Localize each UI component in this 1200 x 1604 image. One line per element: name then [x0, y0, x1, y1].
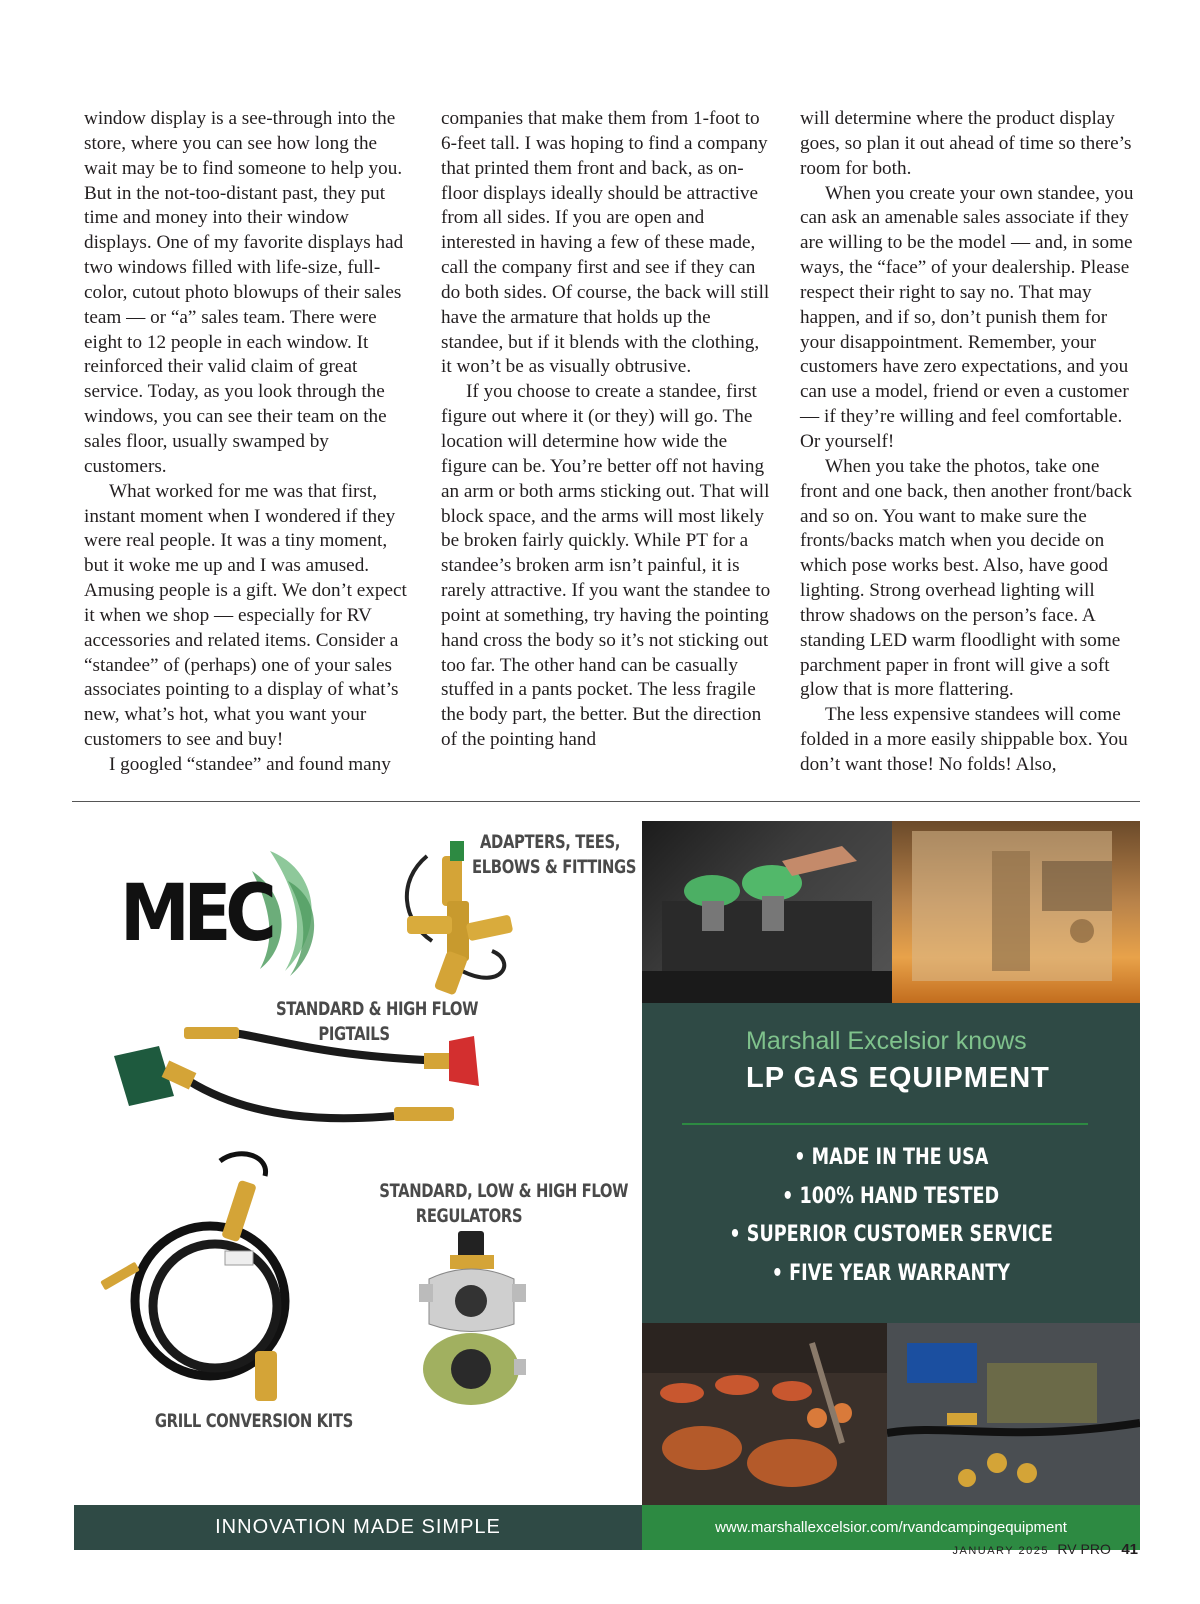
article-paragraph: window display is a see-through into the store, where you can see how long the wait may be to find someone to help you. But in the not-too-distant past, they put time and money into their window displays. One of my favorite displays had two windows filled with life-size, full-color, cutout photo blowups of their sales team — or “a” sales team. There were eight to 12 people in each window. It reinforced their valid claim of great service. Today, as you look through the windows, you can see their team on the sales floor, usually swamped by customers. [84, 108, 404, 477]
ad-product-panel [74, 821, 642, 1505]
label-line: PIGTAILS [318, 1023, 390, 1045]
article-paragraph: companies that make them from 1-foot to 6-feet tall. I was hoping to find a company that printed them front and back, as on-floor displays ideally should be attractive from all sides. If you are open and interested in having a few of these made, call the company first and see if they can do both sides. Of course, the back will still have the armature that holds up the standee, but if it blends with the clothing, it won’t be as visually obtrusive. [441, 108, 770, 378]
ad-info-panel [642, 821, 1140, 1505]
label-line: STANDARD, LOW & HIGH FLOW [379, 1180, 629, 1202]
label-line: ELBOWS & FITTINGS [472, 856, 637, 878]
pigtail-hose-image [104, 1011, 484, 1131]
section-divider [72, 801, 1140, 802]
ad-divider-line [682, 1123, 1088, 1125]
mec-logo [120, 841, 330, 981]
adapters-label [450, 830, 650, 880]
feature-item [642, 1178, 1140, 1217]
regulators-label [354, 1179, 629, 1229]
article-paragraph: I googled “standee” and found many [109, 753, 391, 775]
article-paragraph: What worked for me was that first, instant moment when I wondered if they were real people. It was a tiny moment, but it woke me up and I was amused. Amusing people is a gift. We don’t expect it when we shop — especially for RV accessories and related items. Consider a “standee” of (perhaps) one of your sales associates pointing to a display of what’s new, what’s hot, what you want your customers to see and buy! [84, 480, 407, 751]
article-paragraph: When you take the photos, take one front and one back, then another front/back and so on. You want to make sure the fronts/backs match when you decide on which pose works best. Also, have good lighting. Strong overhead lighting will throw shadows on the person’s face. A standing LED warm floodlight with some parchment paper in front will give a soft glow that is more flattering. [800, 455, 1132, 701]
grill-kit-label [134, 1409, 353, 1434]
regulator-image [414, 1229, 534, 1409]
issue-date: JANUARY 2025 [952, 1545, 1049, 1557]
article-paragraph: The less expensive standees will come folded in a more easily shippable box. You don’t want those! No folds! Also, [800, 704, 1128, 775]
page-footer [952, 1541, 1138, 1559]
feature-text: • 100% HAND TESTED [782, 1183, 1000, 1209]
ad-tagline: INNOVATION MADE SIMPLE [215, 1516, 501, 1538]
rv-exterior-photo [892, 821, 1140, 1003]
feature-item [642, 1216, 1140, 1255]
magazine-name: RV PRO [1057, 1541, 1111, 1557]
grill-food-photo [642, 1323, 887, 1505]
label-line: ADAPTERS, TEES, [479, 831, 621, 853]
feature-item [642, 1139, 1140, 1178]
ad-tagline-bar [74, 1505, 642, 1550]
feature-list [642, 1139, 1140, 1293]
article-column-1 [84, 107, 414, 778]
article-paragraph: will determine where the product display goes, so plan it out ahead of time so there’s room for both. [800, 108, 1132, 179]
ad-website-link[interactable]: www.marshallexcelsior.com/rvandcampingequipment [715, 1519, 1067, 1536]
logo-text: MEC [120, 869, 271, 959]
page-number: 41 [1121, 1541, 1138, 1558]
regulator-workshop-photo [642, 821, 892, 1003]
advertisement[interactable] [74, 821, 1140, 1550]
feature-text: • MADE IN THE USA [793, 1145, 989, 1170]
feature-text: • SUPERIOR CUSTOMER SERVICE [729, 1222, 1053, 1247]
feature-text: • FIVE YEAR WARRANTY [771, 1260, 1011, 1286]
article-column-2 [441, 107, 771, 753]
article-paragraph: When you create your own standee, you can ask an amenable sales associate if they are willing to be the model — and, in some ways, the “face” of your dealership. Please respect their right to say no. That may happen, and if so, don’t punish them for your disappointment. Remember, your customers have zero expectations, and you can use a model, friend or even a customer — if they’re willing and feel comfortable. Or yourself! [800, 182, 1134, 452]
grill-kit-image [100, 1151, 330, 1411]
label-line: STANDARD & HIGH FLOW [276, 998, 479, 1020]
ad-headline: Marshall Excelsior knows [746, 1027, 1027, 1055]
fittings-closeup-photo [887, 1323, 1140, 1505]
label-line: REGULATORS [415, 1205, 523, 1227]
ad-subheadline: LP GAS EQUIPMENT [746, 1062, 1050, 1094]
article-paragraph: If you choose to create a standee, first figure out where it (or they) will go. The location will determine how wide the figure can be. You’re better off not having an arm or both arms sticking out. That will block space, and the arms will most likely be broken fairly quickly. While PT for a standee’s broken arm isn’t painful, it is rarely attractive. If you want the standee to point at something, try having the pointing hand cross the body so it’s not sticking out too far. The other hand can be casually stuffed in a pants pocket. The less fragile the body part, the better. But the direction of the pointing hand [441, 381, 771, 751]
article-column-3 [800, 107, 1138, 778]
feature-item [642, 1255, 1140, 1294]
label-line: GRILL CONVERSION KITS [154, 1410, 353, 1432]
